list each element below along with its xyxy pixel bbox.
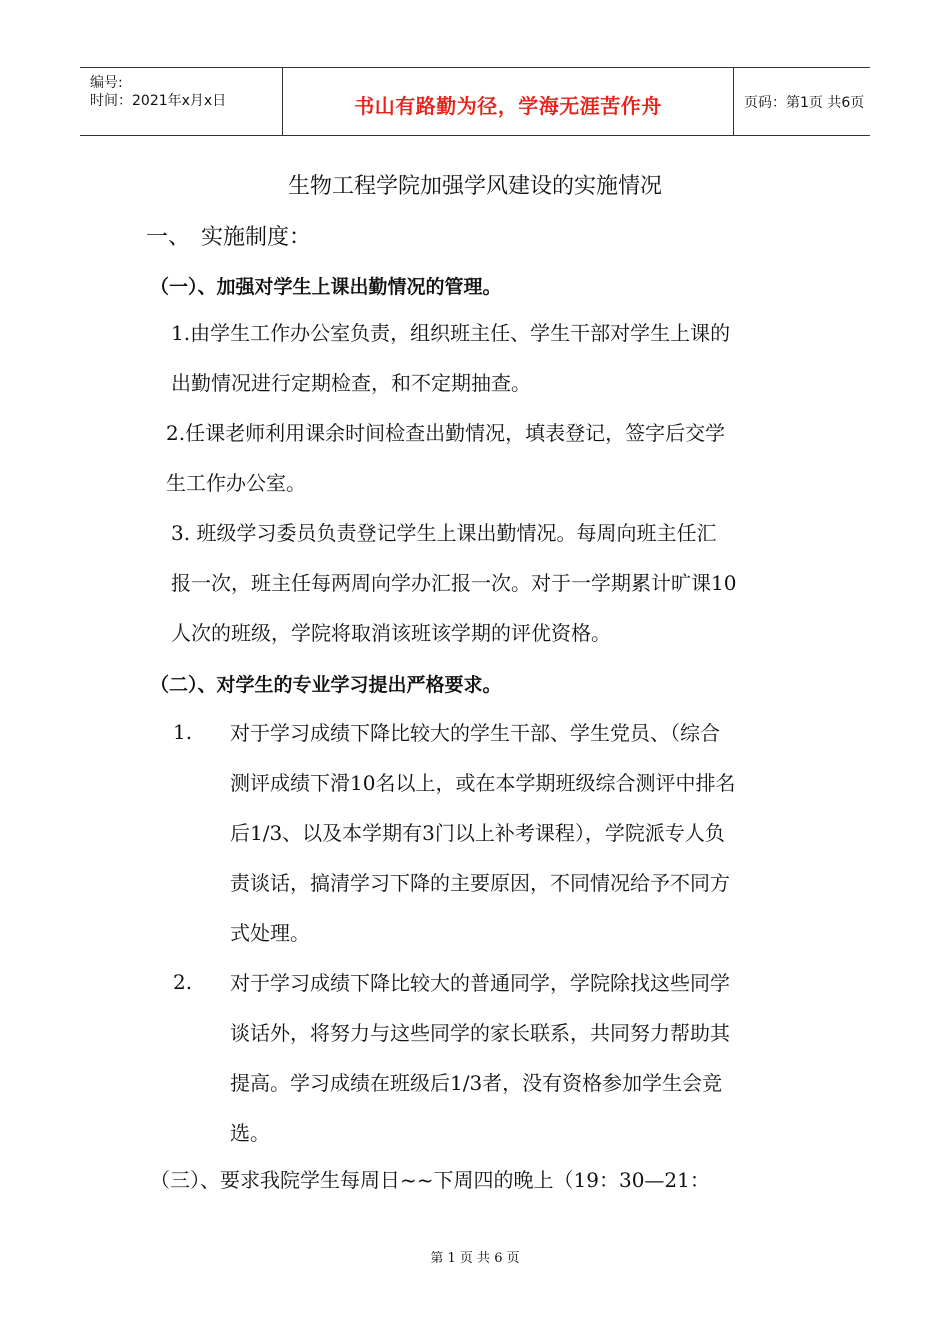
subsection-heading-study-requirements: （二）、对学生的专业学习提出严格要求。	[150, 674, 502, 696]
subsection-heading-evening-study: （三）、要求我院学生每周日~~下周四的晚上（19：30—21：	[150, 1168, 710, 1192]
paragraph-line: 报一次，班主任每两周向学办汇报一次。对于一学期累计旷课10	[171, 571, 737, 595]
paragraph-line: 生工作办公室。	[166, 471, 306, 495]
document-title: 生物工程学院加强学风建设的实施情况	[287, 174, 662, 199]
header-table	[80, 67, 870, 136]
list-item-line: 对于学习成绩下降比较大的普通同学，学院除找这些同学	[230, 971, 730, 995]
paragraph-line: 2.任课老师利用课余时间检查出勤情况，填表登记，签字后交学	[166, 421, 726, 445]
paragraph-line: 人次的班级，学院将取消该班该学期的评优资格。	[171, 621, 611, 645]
section-label: 实施制度：	[201, 225, 312, 250]
header-motto-cell	[282, 68, 734, 135]
document-date-label: 时间：2021年x月x日	[90, 93, 227, 109]
subsection-heading-attendance: （一）、加强对学生上课出勤情况的管理。	[150, 276, 502, 298]
list-item-line: 后1/3、以及本学期有3门以上补考课程），学院派专人负	[230, 821, 725, 845]
paragraph-line: 3. 班级学习委员负责登记学生上课出勤情况。每周向班主任汇	[171, 521, 717, 545]
list-item-number: 1.	[173, 720, 193, 744]
paragraph-line: 出勤情况进行定期检查，和不定期抽查。	[171, 371, 531, 395]
section-number: 一、	[146, 225, 191, 250]
document-number-label: 编号:	[90, 75, 123, 91]
paragraph-line: 1.由学生工作办公室负责，组织班主任、学生干部对学生上课的	[171, 321, 731, 345]
list-item-number: 2.	[173, 970, 193, 994]
list-item-line: 提高。学习成绩在班级后1/3者，没有资格参加学生会竞	[230, 1071, 723, 1095]
page-footer: 第 1 页 共 6 页	[430, 1251, 520, 1266]
header-left-cell	[80, 68, 282, 135]
list-item-line: 选。	[230, 1121, 270, 1145]
page-number-label: 页码：第1页 共6页	[744, 95, 865, 111]
section-heading-implementation-system	[146, 220, 311, 251]
list-item-line: 测评成绩下滑10名以上，或在本学期班级综合测评中排名	[230, 771, 736, 795]
list-item-line: 责谈话，搞清学习下降的主要原因，不同情况给予不同方	[230, 871, 730, 895]
list-item-line: 对于学习成绩下降比较大的学生干部、学生党员、（综合	[230, 721, 720, 745]
list-item-line: 式处理。	[230, 921, 310, 945]
motto-text: 书山有路勤为径，学海无涯苦作舟	[354, 94, 662, 118]
header-right-cell	[734, 68, 870, 135]
list-item-line: 谈话外，将努力与这些同学的家长联系，共同努力帮助其	[230, 1021, 730, 1045]
